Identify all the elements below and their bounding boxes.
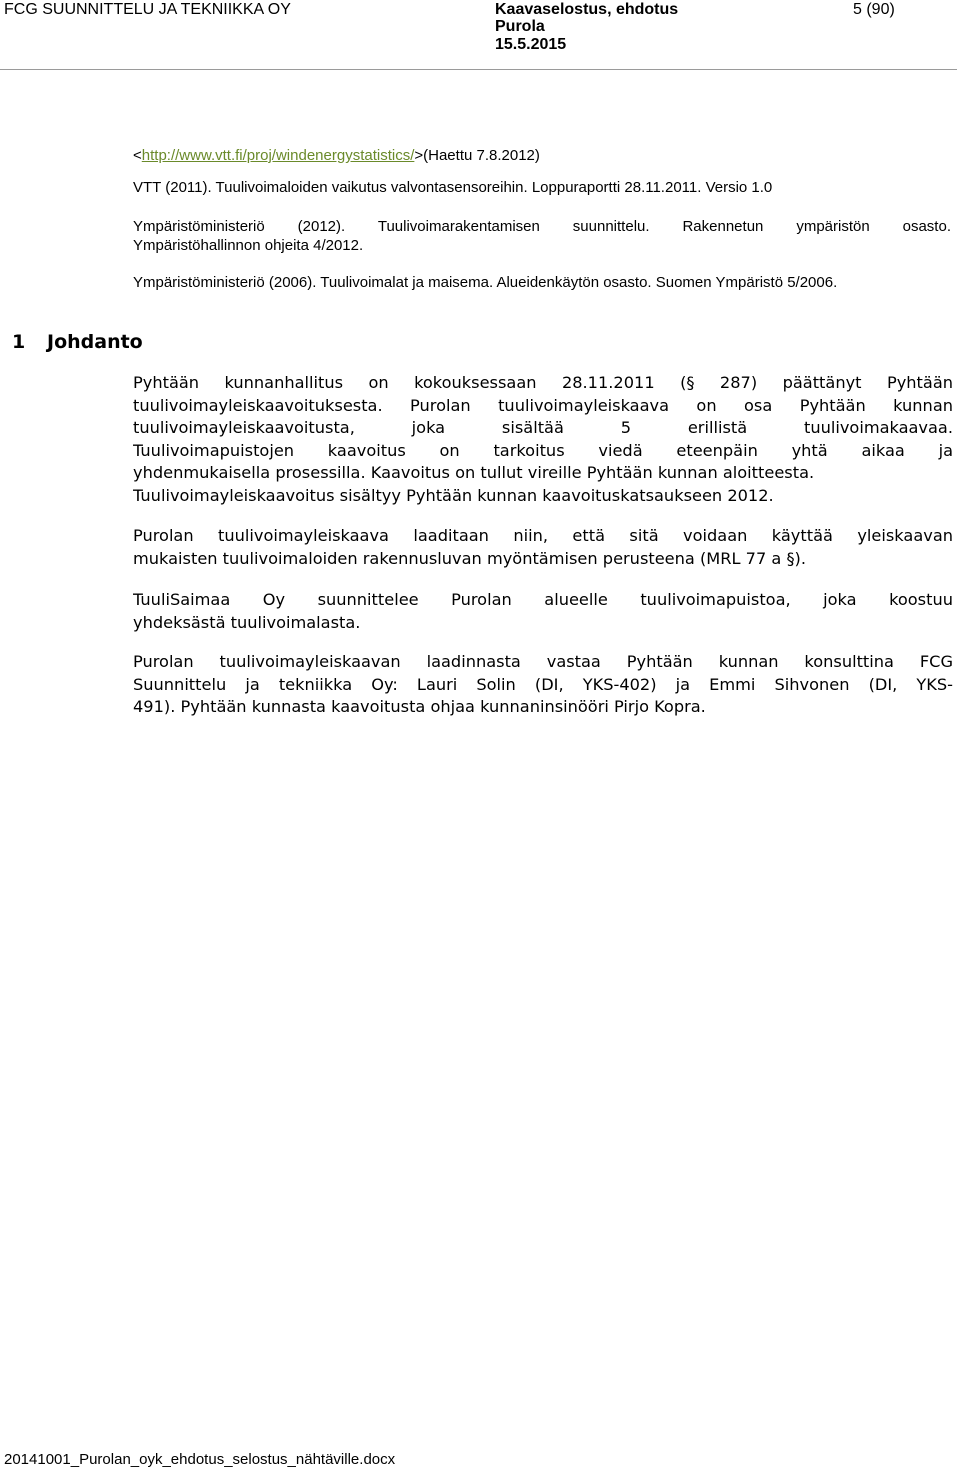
section-title: Johdanto bbox=[47, 331, 143, 353]
header-page-number: 5 (90) bbox=[853, 1, 895, 18]
header-date: 15.5.2015 bbox=[495, 36, 567, 53]
paragraph-building-permit bbox=[133, 525, 953, 570]
reference-ym-2012-line2: Ympäristöhallinnon ohjeita 4/2012. bbox=[133, 237, 364, 254]
header-place: Purola bbox=[495, 18, 545, 35]
paragraph-consultant bbox=[133, 651, 953, 719]
paragraph-line: Purolan tuulivoimayleiskaavan laadinnasta vastaa Pyhtään kunnan konsulttina FCG bbox=[133, 652, 953, 671]
paragraph-line: Pyhtään kunnanhallitus on kokouksessaan 28.11.2011 (§ 287) päättänyt Pyhtään bbox=[133, 373, 953, 392]
header-divider bbox=[0, 69, 957, 70]
reference-link[interactable]: http://www.vtt.fi/proj/windenergystatistics/ bbox=[141, 147, 415, 164]
reference-ym-2006: Ympäristöministeriö (2006). Tuulivoimalat ja maisema. Alueidenkäytön osasto. Suomen Ympäristö 5/2006. bbox=[133, 274, 838, 291]
reference-ym-2012-line1: Ympäristöministeriö (2012). Tuulivoimarakentamisen suunnittelu. Rakennetun ympäristön osasto. bbox=[133, 218, 951, 235]
paragraph-line: TuuliSaimaa Oy suunnittelee Purolan alueelle tuulivoimapuistoa, joka koostuu bbox=[133, 590, 953, 609]
paragraph-line: yhdeksästä tuulivoimalasta. bbox=[133, 612, 361, 632]
paragraph-decision bbox=[133, 372, 953, 507]
paragraph-line: 491). Pyhtään kunnasta kaavoitusta ohjaa kunnaninsinööri Pirjo Kopra. bbox=[133, 697, 706, 716]
section-number: 1 bbox=[12, 331, 26, 353]
reference-vtt-windstats bbox=[133, 145, 540, 167]
reference-accessed-date: >(Haettu 7.8.2012) bbox=[414, 147, 540, 164]
paragraph-line: Purolan tuulivoimayleiskaava laaditaan niin, että sitä voidaan käyttää yleiskaavan bbox=[133, 526, 953, 545]
paragraph-line: tuulivoimayleiskaavoitusta, joka sisältää 5 erillistä tuulivoimakaavaa. bbox=[133, 418, 953, 437]
paragraph-line: Suunnittelu ja tekniikka Oy: Lauri Solin (DI, YKS-402) ja Emmi Sihvonen (DI, YKS- bbox=[133, 674, 953, 694]
paragraph-line: Tuulivoimapuistojen kaavoitus on tarkoitus viedä eteenpäin yhtä aikaa ja bbox=[133, 440, 953, 460]
reference-vtt-2011: VTT (2011). Tuulivoimaloiden vaikutus valvontasensoreihin. Loppuraportti 28.11.2011. Versio 1.0 bbox=[133, 179, 773, 196]
header-company: FCG SUUNNITTELU JA TEKNIIKKA OY bbox=[4, 1, 291, 18]
paragraph-line: yhdenmukaisella prosessilla. Kaavoitus on tullut vireille Pyhtään kunnan aloitteesta. bbox=[133, 463, 815, 482]
paragraph-line: mukaisten tuulivoimaloiden rakennusluvan myöntämisen perusteena (MRL 77 a §). bbox=[133, 548, 807, 568]
paragraph-line: tuulivoimayleiskaavoituksesta. Purolan tuulivoimayleiskaava on osa Pyhtään kunnan bbox=[133, 395, 953, 415]
reference-bracket-open: < bbox=[133, 147, 142, 164]
footer-filename: 20141001_Purolan_oyk_ehdotus_selostus_nähtäville.docx bbox=[4, 1451, 396, 1468]
paragraph-line: Tuulivoimayleiskaavoitus sisältyy Pyhtään kunnan kaavoituskatsaukseen 2012. bbox=[133, 485, 774, 505]
paragraph-developer bbox=[133, 589, 953, 634]
header-document-title: Kaavaselostus, ehdotus bbox=[495, 1, 679, 18]
